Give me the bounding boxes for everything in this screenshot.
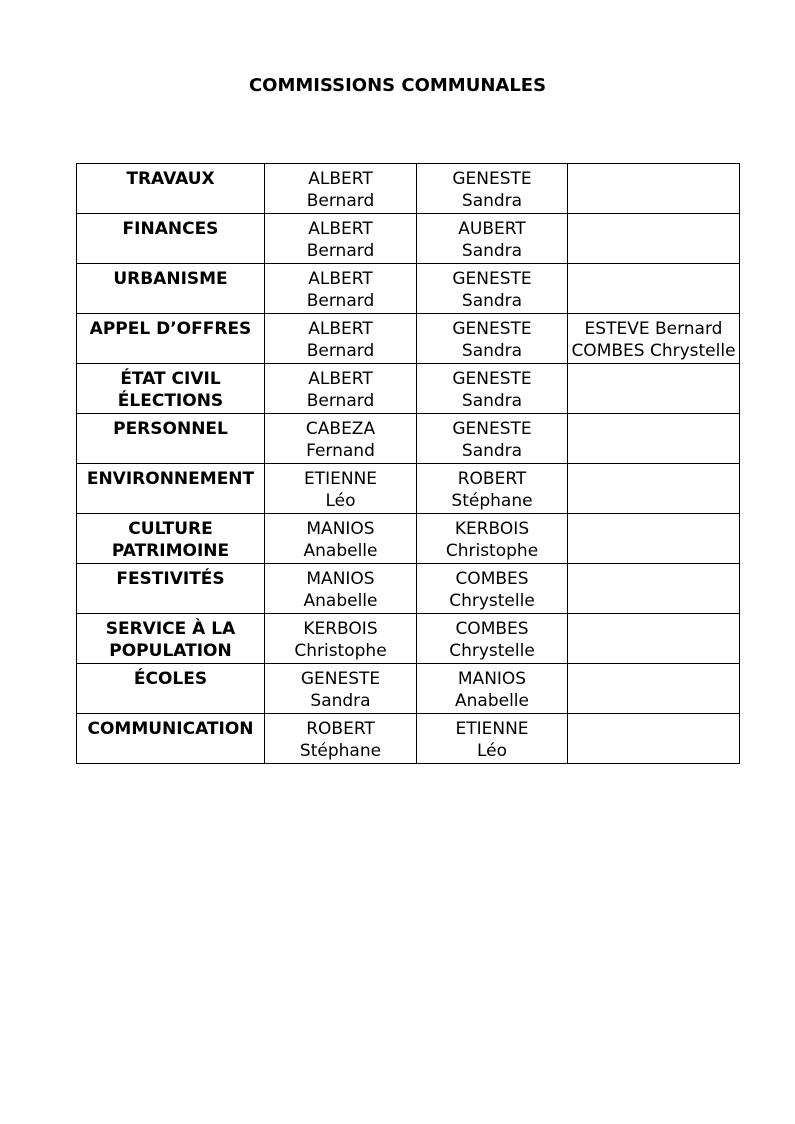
- member1-name: Bernard: [306, 291, 375, 311]
- member1-cell: [265, 614, 417, 664]
- member2-name: GENESTE: [452, 369, 532, 389]
- commissions-table: [76, 163, 740, 764]
- member1-name: ALBERT: [308, 169, 373, 189]
- member1-name: ETIENNE: [303, 469, 378, 489]
- table-row: [77, 464, 740, 514]
- member1-cell: [265, 314, 417, 364]
- member2-cell: [417, 464, 568, 514]
- table-row: [77, 264, 740, 314]
- member1-name: Bernard: [306, 341, 375, 361]
- member1-cell: [265, 664, 417, 714]
- table-row: [77, 714, 740, 764]
- commission-name: ÉCOLES: [133, 669, 208, 689]
- member2-cell: [417, 514, 568, 564]
- commission-name: TRAVAUX: [126, 169, 215, 189]
- member2-cell: [417, 214, 568, 264]
- member2-name: GENESTE: [452, 319, 532, 339]
- member1-name: MANIOS: [306, 519, 375, 539]
- member1-name: ALBERT: [308, 219, 373, 239]
- commission-name-cell: [77, 464, 265, 514]
- member2-name: Stéphane: [451, 491, 533, 511]
- extra-members-cell: [568, 414, 740, 464]
- commission-name: APPEL D’OFFRES: [89, 319, 252, 339]
- member2-cell: [417, 364, 568, 414]
- commission-name: ÉTAT CIVIL: [120, 369, 221, 389]
- member1-cell: [265, 564, 417, 614]
- member1-name: Léo: [325, 491, 356, 511]
- table-row: [77, 664, 740, 714]
- table-row: [77, 314, 740, 364]
- member1-name: KERBOIS: [303, 619, 378, 639]
- member1-cell: [265, 364, 417, 414]
- member1-name: Bernard: [306, 391, 375, 411]
- commission-name: FINANCES: [122, 219, 219, 239]
- commission-name: PATRIMOINE: [111, 541, 230, 561]
- commission-name: COMMUNICATION: [87, 719, 254, 739]
- member2-name: Sandra: [461, 241, 523, 261]
- member2-name: Sandra: [461, 291, 523, 311]
- member2-cell: [417, 264, 568, 314]
- member2-name: Chrystelle: [449, 591, 535, 611]
- member2-cell: [417, 414, 568, 464]
- commission-name: ENVIRONNEMENT: [86, 469, 255, 489]
- member1-cell: [265, 714, 417, 764]
- member2-name: AUBERT: [458, 219, 526, 239]
- commission-name-cell: [77, 164, 265, 214]
- member2-name: Christophe: [445, 541, 539, 561]
- member1-name: Anabelle: [303, 591, 378, 611]
- member2-name: Chrystelle: [449, 641, 535, 661]
- member1-name: CABEZA: [305, 419, 376, 439]
- table-row: [77, 164, 740, 214]
- member1-name: Bernard: [306, 241, 375, 261]
- member1-name: Bernard: [306, 191, 375, 211]
- member2-name: GENESTE: [452, 269, 532, 289]
- member1-name: ALBERT: [308, 319, 373, 339]
- member2-name: MANIOS: [457, 669, 527, 689]
- member2-name: Léo: [476, 741, 508, 761]
- member2-name: Sandra: [461, 191, 523, 211]
- commission-name: ÉLECTIONS: [117, 391, 224, 411]
- table-row: [77, 514, 740, 564]
- commission-name: PERSONNEL: [113, 419, 228, 439]
- member1-cell: [265, 264, 417, 314]
- table-row: [77, 364, 740, 414]
- member2-name: Anabelle: [455, 691, 529, 711]
- table-body: [77, 164, 740, 764]
- member1-cell: [265, 164, 417, 214]
- member1-name: Sandra: [310, 691, 371, 711]
- member1-name: Fernand: [306, 441, 375, 461]
- extra-members-cell: [568, 464, 740, 514]
- member2-cell: [417, 564, 568, 614]
- member2-name: GENESTE: [452, 419, 532, 439]
- commission-name-cell: [77, 414, 265, 464]
- commission-name-cell: [77, 264, 265, 314]
- member2-cell: [417, 614, 568, 664]
- member1-name: GENESTE: [300, 669, 381, 689]
- commission-name-cell: [77, 714, 265, 764]
- table-row: [77, 564, 740, 614]
- member2-name: Sandra: [461, 341, 523, 361]
- member1-name: Christophe: [294, 641, 387, 661]
- member1-name: ALBERT: [308, 269, 373, 289]
- member2-name: ROBERT: [457, 469, 527, 489]
- extra-members-cell: [568, 614, 740, 664]
- extra-members-cell: [568, 214, 740, 264]
- commission-name: POPULATION: [109, 641, 232, 661]
- commission-name-cell: [77, 614, 265, 664]
- commission-name: URBANISME: [113, 269, 228, 289]
- member1-name: ALBERT: [308, 369, 373, 389]
- page-title: COMMISSIONS COMMUNALES: [248, 75, 547, 96]
- extra-members-cell: [568, 664, 740, 714]
- extra-members-cell: [568, 164, 740, 214]
- extra-members-cell: [568, 264, 740, 314]
- table-row: [77, 214, 740, 264]
- member2-name: GENESTE: [452, 169, 532, 189]
- extra-members-cell: [568, 314, 740, 364]
- commission-name-cell: [77, 564, 265, 614]
- commission-name: CULTURE: [128, 519, 213, 539]
- member1-cell: [265, 514, 417, 564]
- member2-name: ETIENNE: [455, 719, 529, 739]
- table-row: [77, 614, 740, 664]
- member1-cell: [265, 414, 417, 464]
- member2-name: KERBOIS: [454, 519, 530, 539]
- extra-members-cell: [568, 714, 740, 764]
- extra-members-cell: [568, 564, 740, 614]
- member2-name: COMBES: [455, 619, 529, 639]
- commission-name-cell: [77, 314, 265, 364]
- member1-name: Stéphane: [299, 741, 382, 761]
- member1-name: ROBERT: [306, 719, 375, 739]
- member1-name: MANIOS: [306, 569, 375, 589]
- commission-name-cell: [77, 514, 265, 564]
- member2-name: COMBES: [455, 569, 529, 589]
- commission-name-cell: [77, 364, 265, 414]
- member2-cell: [417, 314, 568, 364]
- member2-name: Sandra: [461, 391, 523, 411]
- member2-cell: [417, 664, 568, 714]
- member2-cell: [417, 164, 568, 214]
- extra-member-name: COMBES Chrystelle: [571, 341, 736, 361]
- commission-name-cell: [77, 664, 265, 714]
- extra-members-cell: [568, 514, 740, 564]
- member1-cell: [265, 464, 417, 514]
- member2-cell: [417, 714, 568, 764]
- table-row: [77, 414, 740, 464]
- commission-name: FESTIVITÉS: [116, 569, 225, 589]
- commission-name: SERVICE À LA: [105, 619, 236, 639]
- member2-name: Sandra: [461, 441, 523, 461]
- extra-member-name: ESTEVE Bernard: [584, 319, 723, 339]
- member1-name: Anabelle: [303, 541, 378, 561]
- member1-cell: [265, 214, 417, 264]
- extra-members-cell: [568, 364, 740, 414]
- commission-name-cell: [77, 214, 265, 264]
